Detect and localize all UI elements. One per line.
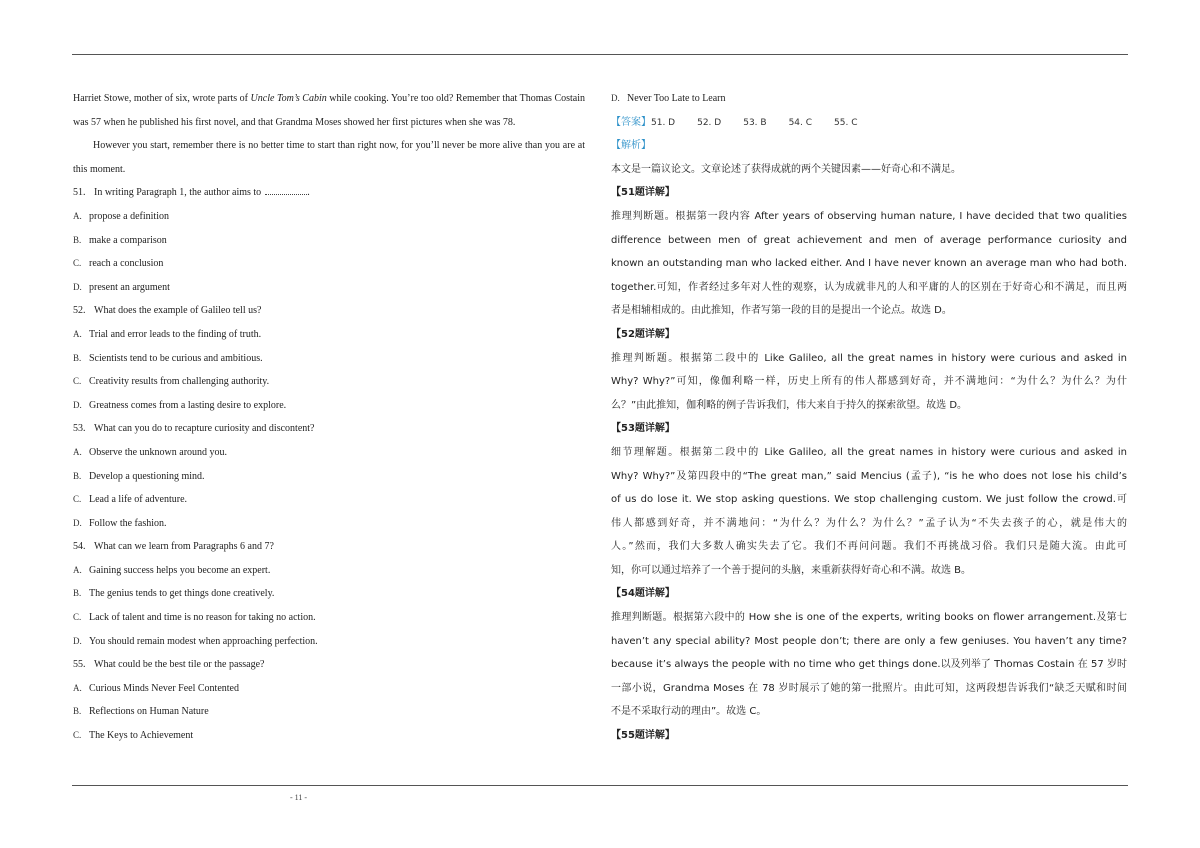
detail-line: Why? Why?”及第四段中的“The great man,” said Mencius (孟子), “is he who does not lose his child’s	[611, 470, 1127, 482]
page-number: - 11 -	[290, 793, 308, 802]
answer-option	[73, 559, 585, 583]
option-text: Lead a life of adventure.	[89, 494, 188, 506]
answer-label: 【答案】	[611, 116, 651, 128]
detail-line: 知，你可以通过培养了一个善于提问的头脑，来重新获得好奇心和不满。故选 B。	[611, 564, 972, 576]
option-letter: D.	[73, 281, 82, 292]
answer-option	[73, 700, 585, 724]
option-text: present an argument	[89, 281, 170, 293]
answer-option	[73, 630, 585, 654]
detail-heading: 【53题详解】	[611, 423, 675, 435]
option-letter: C.	[73, 612, 82, 623]
passage-paragraph-stowe: Harriet Stowe, mother of six, wrote parts of Uncle Tom’s Cabin while cooking. You’re too old? Remember that Thomas Costain was 57 when he published his first novel, and that Grandma Moses showed her first pictures when she was 78.	[73, 93, 586, 128]
option-letter: A.	[73, 210, 82, 221]
analysis-line	[611, 134, 1127, 158]
option-letter: C.	[73, 258, 82, 269]
answer-option	[73, 276, 585, 300]
option-letter: B.	[73, 706, 82, 717]
answer-option	[73, 347, 585, 371]
option-text: Curious Minds Never Feel Contented	[89, 682, 239, 694]
option-letter: B.	[73, 352, 82, 363]
detail-line: 推理判断题。根据第六段中的 How she is one of the experts, writing books on flower arrangement.及第七	[611, 612, 1127, 624]
option-text: Scientists tend to be curious and ambitious.	[89, 352, 263, 364]
answer-option	[73, 606, 585, 630]
detail-line: 人。”然而，我们大多数人确实失去了它。我们不再问问题。我们不再挑战习俗。我们只是随大流。由此可	[611, 541, 1127, 553]
detail-line: known an outstanding man who lacked either. And I have never known an average man who had both.	[611, 258, 1127, 270]
option-letter: B.	[73, 470, 82, 481]
answer-option	[73, 394, 585, 418]
option-letter: D.	[73, 517, 82, 528]
answer-option	[73, 488, 585, 512]
left-column	[73, 87, 585, 748]
option-text: Reflections on Human Nature	[89, 706, 209, 718]
option-letter: C.	[73, 494, 82, 505]
option-text: Observe the unknown around you.	[89, 446, 228, 458]
passage-paragraph-closing: However you start, remember there is no better time to start than right now, for you’ll never be more alive than you are at this moment.	[73, 140, 585, 175]
option-letter: D.	[73, 635, 82, 646]
option-letter: B.	[73, 234, 82, 245]
question-number: 51.	[73, 187, 86, 199]
answer-line	[611, 111, 1127, 135]
option-text: Develop a questioning mind.	[89, 470, 205, 482]
period: .	[307, 187, 310, 199]
detail-line: together.可知，作者经过多年对人性的观察，认为成就非凡的人和平庸的人的区别在于好奇心和不满足，而且两	[611, 281, 1127, 293]
answer-option	[73, 582, 585, 606]
question-list	[73, 181, 585, 747]
detail-heading: 【52题详解】	[611, 328, 675, 340]
answer-value: 52. D	[697, 117, 722, 128]
detail-heading: 【55题详解】	[611, 730, 675, 742]
detail-line: 不是不采取行动的理由”。故选 C。	[611, 706, 767, 718]
question-text: What can we learn from Paragraphs 6 and 7?	[94, 541, 274, 553]
detail-explanations	[611, 181, 1127, 747]
answer-blank	[265, 185, 307, 195]
detail-line: 一部小说，Grandma Moses 在 78 岁时展示了她的第一批照片。由此可知，这两段想告诉我们“缺乏天赋和时间	[611, 682, 1127, 694]
option-text: Greatness comes from a lasting desire to explore.	[89, 399, 287, 411]
answer-values	[651, 118, 880, 128]
option-letter: B.	[73, 588, 82, 599]
detail-line: 者是相辅相成的。由此推知，作者写第一段的目的是提出一个论点。故选 D。	[611, 305, 952, 317]
analysis-label: 【解析】	[611, 140, 651, 152]
detail-line: of us do lose it. We stop asking questions. We stop challenging custom. We just follow the crowd.可	[611, 494, 1127, 506]
answer-option	[73, 512, 585, 536]
option-text: The genius tends to get things done creatively.	[89, 588, 275, 600]
book-title: Uncle Tom’s Cabin	[250, 93, 327, 104]
option-text: You should remain modest when approaching perfection.	[89, 635, 318, 647]
option-text: Creativity results from challenging authority.	[89, 376, 270, 388]
detail-line: 推理判断题。根据第一段内容 After years of observing human nature, I have decided that two qualities	[611, 210, 1127, 222]
option-text: Gaining success helps you become an expert.	[89, 564, 271, 576]
detail-heading: 【51题详解】	[611, 187, 675, 199]
option-letter: A.	[73, 328, 82, 339]
question-number: 55.	[73, 659, 86, 671]
question-text: In writing Paragraph 1, the author aims to	[94, 187, 262, 199]
detail-line: difference between men of great achievement and men of average performance curiosity and	[611, 234, 1127, 246]
option-text: Trial and error leads to the finding of truth.	[89, 328, 262, 340]
option-text: Lack of talent and time is no reason for taking no action.	[89, 612, 316, 624]
q55-option-d: D. Never Too Late to Learn	[611, 93, 726, 104]
answer-value: 55. C	[834, 117, 858, 128]
option-letter: D.	[73, 399, 82, 410]
option-text: reach a conclusion	[89, 258, 164, 270]
question-text: What does the example of Galileo tell us?	[94, 305, 262, 317]
answer-value: 51. D	[651, 117, 676, 128]
option-letter: A.	[73, 446, 82, 457]
answer-option	[73, 323, 585, 347]
answer-option	[73, 370, 585, 394]
question-text: What can you do to recapture curiosity and discontent?	[94, 423, 315, 435]
option-letter: A.	[73, 682, 82, 693]
answer-option	[73, 465, 585, 489]
option-text: propose a definition	[89, 210, 169, 222]
answer-option	[73, 441, 585, 465]
option-letter: C.	[73, 730, 82, 741]
right-column	[611, 87, 1127, 748]
answer-value: 53. B	[743, 117, 767, 128]
question-number: 52.	[73, 305, 86, 317]
answer-value: 54. C	[788, 117, 813, 128]
question-text: What could be the best tile or the passage?	[94, 659, 265, 671]
question-stem	[73, 181, 585, 205]
question-stem	[73, 535, 585, 559]
question-number: 54.	[73, 541, 86, 553]
answer-option	[73, 229, 585, 253]
detail-line: 推理判断题。根据第二段中的 Like Galileo, all the great names in history were curious and asked in	[611, 352, 1127, 364]
question-stem	[73, 653, 585, 677]
detail-line: 细节理解题。根据第二段中的 Like Galileo, all the great names in history were curious and asked in	[611, 446, 1127, 458]
question-stem	[73, 299, 585, 323]
header-rule	[72, 54, 1128, 55]
detail-heading: 【54题详解】	[611, 588, 675, 600]
answer-option	[73, 252, 585, 276]
answer-option	[73, 205, 585, 229]
detail-line: because it’s always the people with no time who get things done.以及列举了 Thomas Costain 在 57 岁时	[611, 659, 1127, 671]
question-number: 53.	[73, 423, 86, 435]
option-letter: C.	[73, 376, 82, 387]
option-text: make a comparison	[89, 234, 167, 246]
detail-line: 么？”由此推知，伽利略的例子告诉我们，伟大来自于持久的探索欲望。故选 D。	[611, 399, 968, 411]
detail-line: haven’t any special ability? Most people don’t; there are only a few geniuses. You haven’t any time?	[611, 635, 1127, 647]
detail-line: Why? Why?”可知，像伽利略一样，历史上所有的伟人都感到好奇，并不满地问：“为什么？为什么？为什	[611, 376, 1127, 388]
analysis-summary: 本文是一篇议论文。文章论述了获得成就的两个关键因素——好奇心和不满足。	[611, 163, 961, 175]
question-stem	[73, 417, 585, 441]
answer-option	[73, 677, 585, 701]
option-text: Follow the fashion.	[89, 517, 167, 529]
option-text: The Keys to Achievement	[89, 730, 194, 742]
answer-option	[73, 724, 585, 748]
footer-rule	[72, 785, 1128, 786]
detail-line: 伟人都感到好奇，并不满地问：“为什么？为什么？为什么？”孟子认为“不失去孩子的心，就是伟大的	[611, 517, 1127, 529]
option-letter: A.	[73, 564, 82, 575]
